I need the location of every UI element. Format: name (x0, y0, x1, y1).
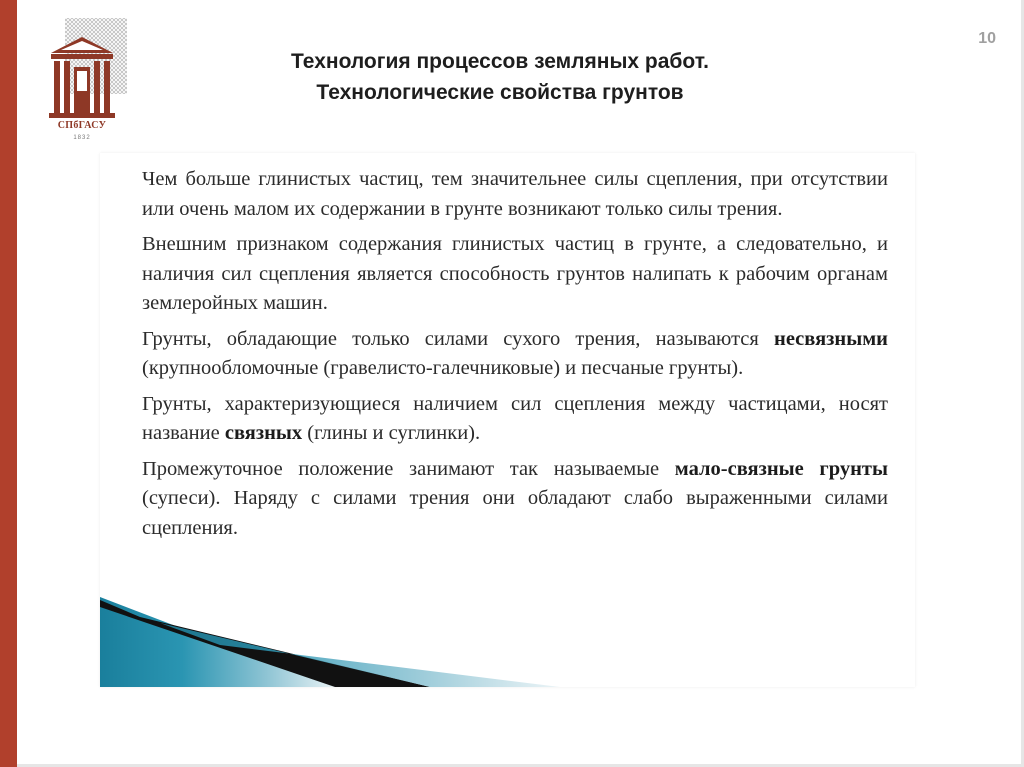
paragraph-5-text-start: Промежуточное положение занимают так называемые (142, 457, 660, 480)
paragraph-3 (142, 325, 888, 384)
paragraph-5 (142, 455, 888, 544)
paragraph-1-text: Чем больше глинистых частиц, тем значительнее силы сцепления, при отсутствии или очень малом их содержании в грунте возникают только силы трения. (142, 168, 888, 220)
page-number: 10 (978, 30, 996, 47)
paragraph-5-text-end: (супеси). Наряду с силами трения они обладают слабо выраженными силами сцепления. (142, 487, 888, 539)
paragraph-2 (142, 230, 888, 319)
slide-title (180, 46, 820, 108)
logo-year: 1832 (73, 135, 91, 141)
decorative-swoosh (100, 595, 915, 687)
title-line-1: Технология процессов земляных работ. (291, 50, 709, 73)
logo-caption: СПбГАСУ (57, 120, 107, 131)
term-cohesive: связных (224, 422, 303, 444)
paragraph-2-text: Внешним признаком содержания глинистых частиц в грунте, а следовательно, и наличия сил сцепления является способность грунтов налипать к рабочим органам землеройных машин. (142, 233, 888, 314)
paragraph-4-text-end: (глины и суглинки). (307, 422, 481, 444)
paragraph-1 (142, 165, 888, 224)
title-line-2: Технологические свойства грунтов (316, 81, 684, 104)
paragraph-3-text-end: (крупнообломочные (гравелисто-галечниковые) и песчаные грунты). (142, 357, 744, 379)
paragraph-4-text-start: Грунты, характеризующиеся наличием сил сцепления между частицами, носят название (142, 392, 888, 444)
term-low-cohesive: мало-связные грунты (674, 457, 889, 480)
paragraph-4 (142, 390, 888, 449)
left-accent-bar (0, 0, 17, 767)
content-text (142, 165, 888, 549)
paragraph-3-text-start: Грунты, обладающие только силами сухого трения, называются (142, 327, 759, 350)
term-non-cohesive: несвязными (774, 327, 888, 350)
